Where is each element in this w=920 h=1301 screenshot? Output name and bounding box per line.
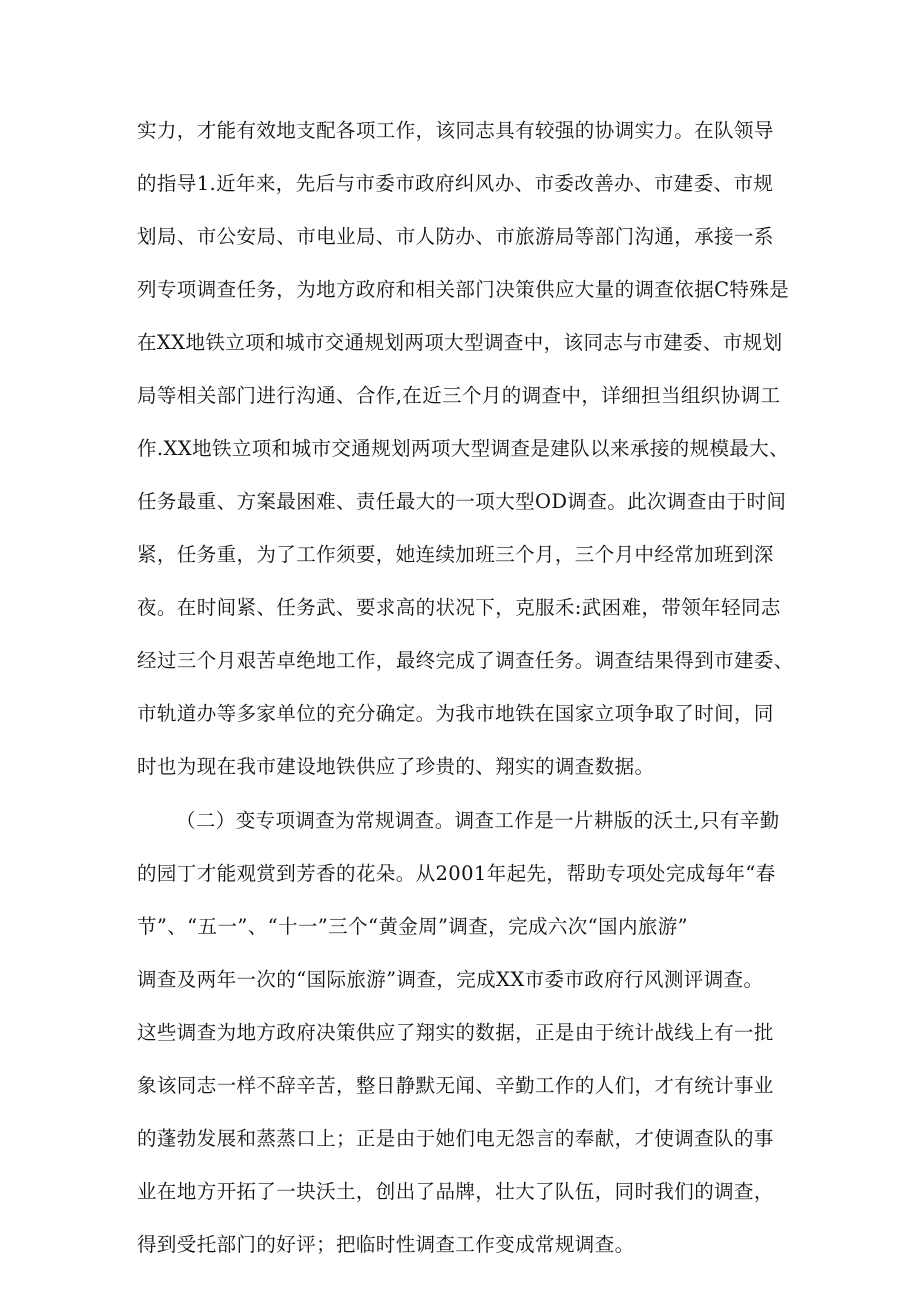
paragraph-start-line: （二）变专项调查为常规调查。调查工作是一片耕版的沃土,只有辛勤 — [176, 809, 780, 832]
text-line: 实力，才能有效地支配各项工作，该同志具有较强的协调实力。在队领导 — [137, 119, 774, 142]
text-line: 的园丁才能观赏到芳香的花朵。从2001年起先，帮助专项处完成每年“春 — [137, 862, 776, 885]
text-line: 在XX地铁立项和城市交通规划两项大型调查中，该同志与市建委、市规划 — [137, 331, 783, 354]
text-line: 经过三个月艰苦卓绝地工作，最终完成了调查任务。调查结果得到市建委、 — [137, 649, 794, 672]
text-line: 划局、市公安局、市电业局、市人防办、市旅游局等部门沟通，承接一系 — [137, 225, 774, 248]
text-line: 的指导1.近年来，先后与市委市政府纠风办、市委改善办、市建委、市规 — [137, 172, 774, 195]
text-line: 作.XX地铁立项和城市交通规划两项大型调查是建队以来承接的规模最大、 — [137, 437, 790, 460]
text-line: 业在地方开拓了一块沃土，创出了品牌，壮大了队伍，同时我们的调查， — [137, 1180, 774, 1203]
text-line: 紧，任务重，为了工作须要，她连续加班三个月，三个月中经常加班到深 — [137, 543, 774, 566]
text-line: 象该同志一样不辞辛苦，整日静默无闻、辛勤工作的人们，才有统计事业 — [137, 1074, 774, 1097]
text-line: 这些调查为地方政府决策供应了翔实的数据，正是由于统计战线上有一批 — [137, 1021, 774, 1044]
text-line: 局等相关部门进行沟通、合作,在近三个月的调查中，详细担当组织协调工 — [137, 384, 781, 407]
text-line: 市轨道办等多家单位的充分确定。为我市地铁在国家立项争取了时间，同 — [137, 702, 774, 725]
text-line: 调查及两年一次的“国际旅游”调查，完成XX市委市政府行风测评调查。 — [137, 968, 764, 991]
text-line: 的蓬勃发展和蒸蒸口上；正是由于她们电无怨言的奉献，才使调查队的事 — [137, 1127, 774, 1150]
text-line: 任务最重、方案最困难、责任最大的一项大型OD调查。此次调查由于时间 — [137, 490, 787, 513]
text-line: 节”、“五一”、“十一”三个“黄金周”调查，完成六次“国内旅游” — [137, 915, 689, 938]
text-line: 得到受托部门的好评；把临时性调查工作变成常规调查。 — [137, 1233, 635, 1256]
text-line: 列专项调查任务，为地方政府和相关部门决策供应大量的调查依据C特殊是 — [137, 278, 790, 301]
text-line: 夜。在时间紧、任务武、要求高的状况下，克服禾:武困难，带领年轻同志 — [137, 596, 781, 619]
text-line: 时也为现在我市建设地铁供应了珍贵的、翔实的调查数据。 — [137, 755, 655, 778]
